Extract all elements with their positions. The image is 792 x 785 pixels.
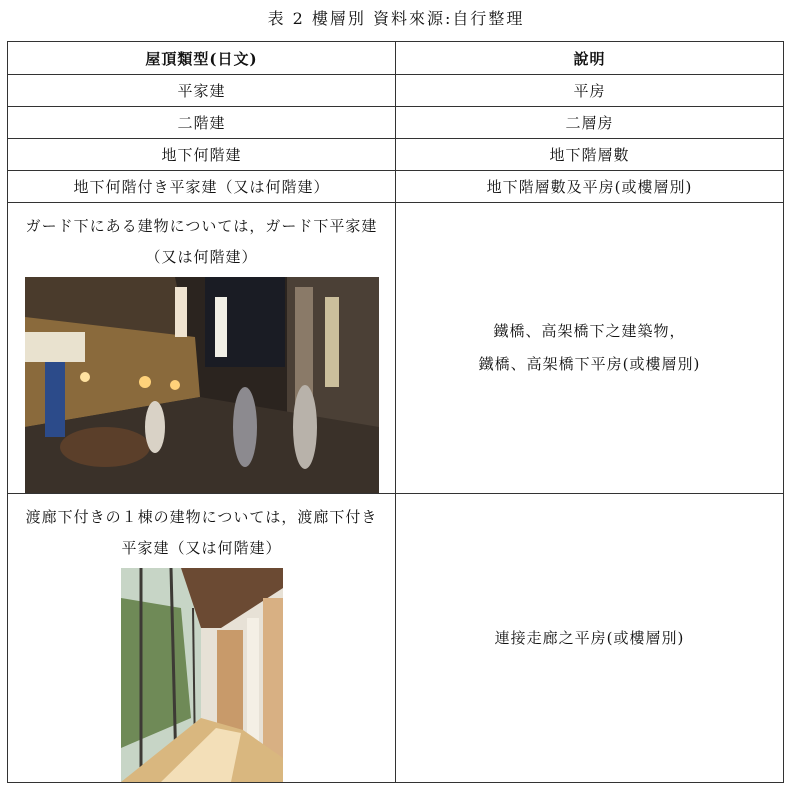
cell-desc-photo [396,203,784,494]
table-row [8,171,784,203]
cell-jp-text: 渡廊下付きの１棟の建物については，渡廊下付き平家建（又は何階建） [25,508,378,557]
cell-desc-line1: 鐵橋、高架橋下之建築物， [493,322,686,340]
cell-desc: 地下階層數及平房(或樓層別) [396,171,784,203]
cell-desc-line2: 鐵橋、高架橋下平房(或樓層別) [478,355,701,373]
table-row-with-photo [8,494,784,783]
cell-desc-line1: 連接走廊之平房(或樓層別) [494,628,685,647]
header-roof-type: 屋頂類型(日文) [8,42,396,75]
cell-desc-photo [396,494,784,783]
cell-desc: 平房 [396,75,784,107]
under-railway-street-photo [25,277,379,493]
cell-desc: 二層房 [396,107,784,139]
table-caption: 表 2 樓層別 資料來源:自行整理 [267,9,525,28]
table-row-with-photo [8,203,784,494]
table-header-row [8,42,784,75]
cell-jp: 二階建 [8,107,396,139]
corridor-photo [121,568,283,782]
table-row [8,75,784,107]
cell-jp: 地下何階付き平家建（又は何階建） [8,171,396,203]
cell-jp: 地下何階建 [8,139,396,171]
cell-jp-text: ガード下にある建物については，ガード下平家建（又は何階建） [25,217,378,266]
cell-jp-photo [8,494,396,783]
cell-desc: 地下階層數 [396,139,784,171]
header-description: 說明 [396,42,784,75]
floor-type-table [7,41,784,783]
table-row [8,139,784,171]
cell-jp-photo [8,203,396,494]
cell-jp: 平家建 [8,75,396,107]
table-row [8,107,784,139]
